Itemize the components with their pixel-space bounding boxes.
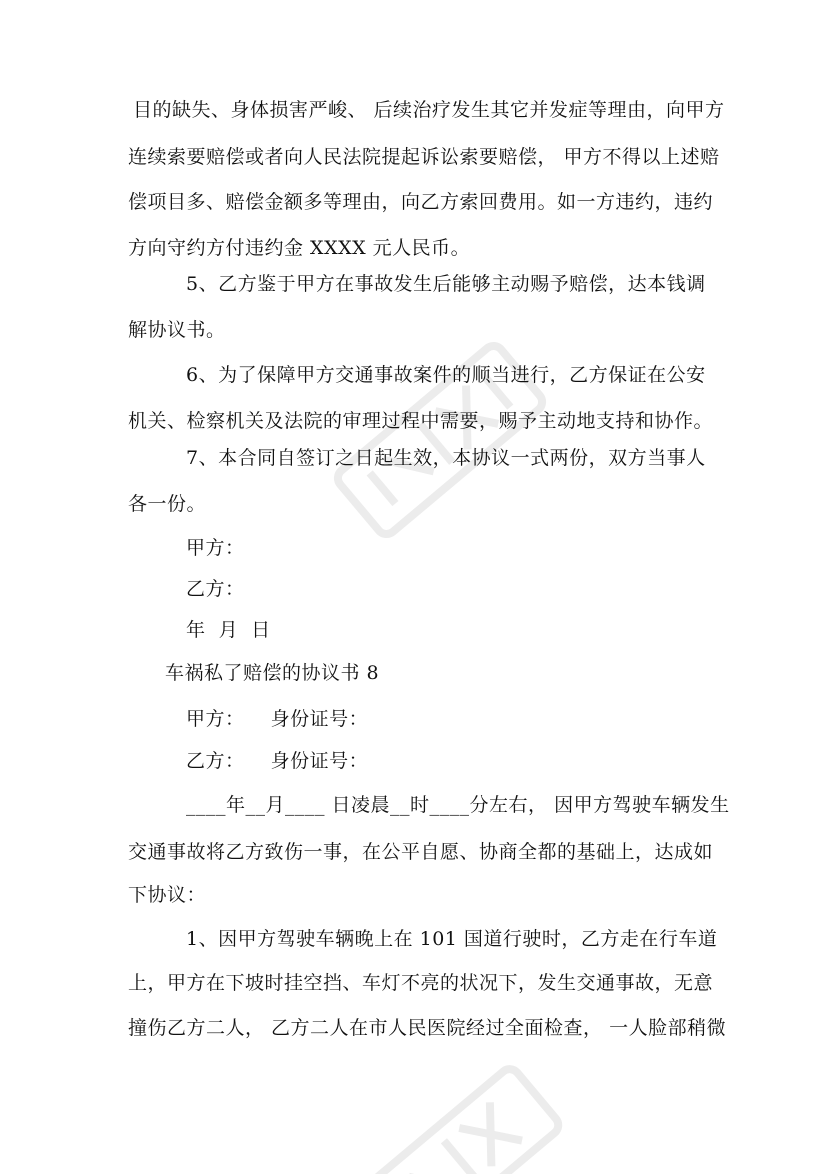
body-line: 解协议书。 xyxy=(128,319,226,341)
party-b-id: 乙方： 身份证号： xyxy=(186,750,369,772)
body-line: 1、因甲方驾驶车辆晚上在 101 国道行驶时，乙方走在行车道 xyxy=(186,928,718,950)
body-line: 机关、检察机关及法院的审理过程中需要，赐予主动地支持和协作。 xyxy=(128,410,714,432)
watermark-stamp-icon xyxy=(330,1060,590,1174)
signature-party-b: 乙方： xyxy=(186,578,245,600)
body-line: 下协议： xyxy=(128,884,207,906)
watermark-bottom xyxy=(330,1060,590,1174)
section-title: 车祸私了赔偿的协议书 8 xyxy=(165,662,380,684)
body-line: 方向守约方付违约金 XXXX 元人民币。 xyxy=(128,237,471,259)
body-line: 连续索要赔偿或者向人民法院提起诉讼索要赔偿， 甲方不得以上述赔 xyxy=(128,146,720,168)
body-line: 各一份。 xyxy=(128,493,207,515)
body-line: 6、为了保障甲方交通事故案件的顺当进行，乙方保证在公安 xyxy=(186,364,706,386)
body-line: 5、乙方鉴于甲方在事故发生后能够主动赐予赔偿，达本钱调 xyxy=(186,273,706,295)
body-line: ____年__月____ 日凌晨__时____分左右， 因甲方驾驶车辆发生 xyxy=(186,794,730,816)
party-a-id: 甲方： 身份证号： xyxy=(186,708,369,730)
watermark-stamp-icon xyxy=(290,290,590,590)
body-line: 偿项目多、赔偿金额多等理由，向乙方索回费用。如一方违约，违约 xyxy=(128,191,714,213)
body-line: 目的缺失、身体损害严峻、 后续治疗发生其它并发症等理由，向甲方 xyxy=(133,99,725,121)
watermark xyxy=(290,290,590,590)
body-line: 交通事故将乙方致伤一事，在公平自愿、协商全都的基础上，达成如 xyxy=(128,841,714,863)
body-line: 上，甲方在下坡时挂空挡、车灯不亮的状况下，发生交通事故，无意 xyxy=(128,972,714,994)
body-line: 7、本合同自签订之日起生效，本协议一式两份，双方当事人 xyxy=(186,447,706,469)
body-line: 撞伤乙方二人， 乙方二人在市人民医院经过全面检查， 一人脸部稍微 xyxy=(128,1017,727,1039)
signature-date: 年 月 日 xyxy=(186,619,271,641)
signature-party-a: 甲方： xyxy=(186,537,245,559)
